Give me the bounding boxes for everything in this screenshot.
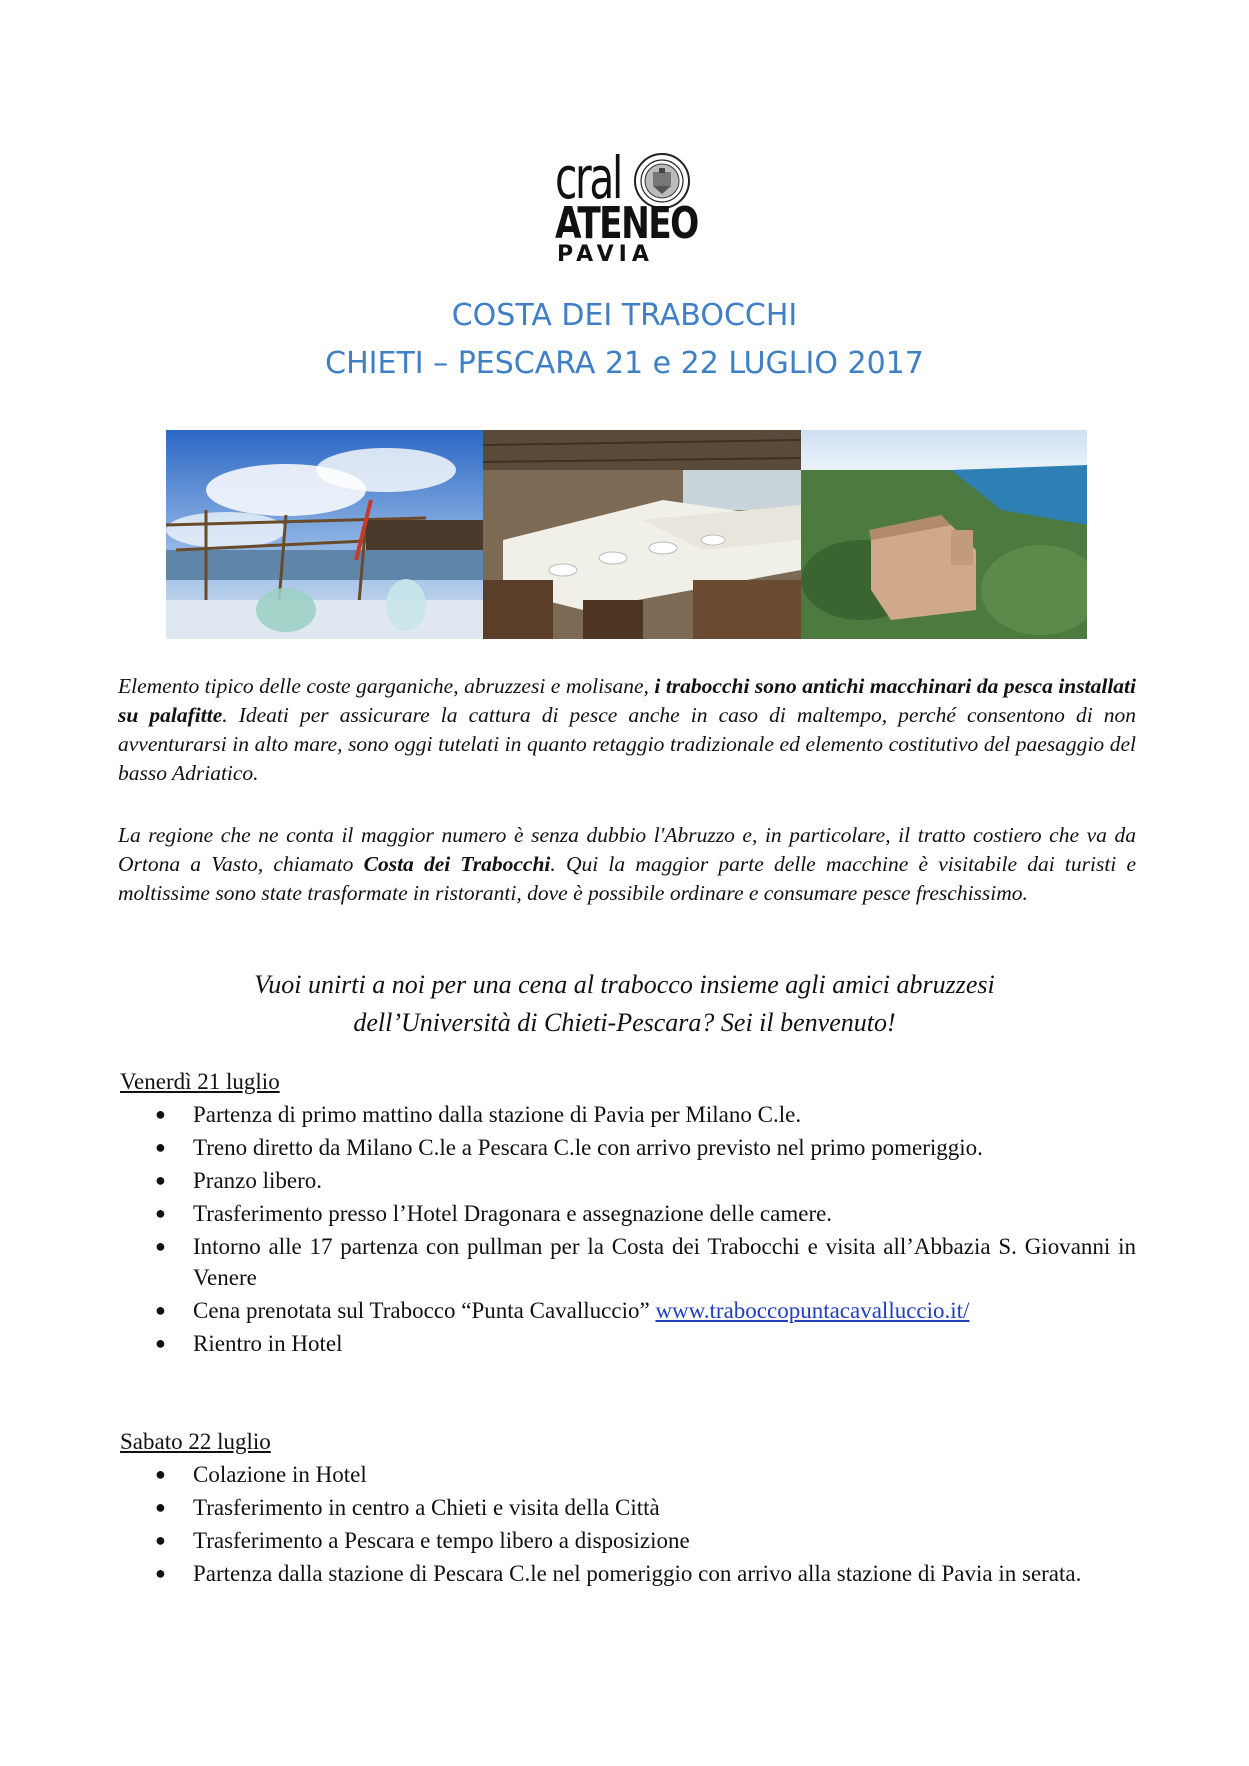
intro-p2-bold: Costa dei Trabocchi — [363, 852, 551, 876]
list-item-text: Partenza di primo mattino dalla stazione di Pavia per Milano C.le. — [193, 1102, 802, 1127]
list-item-text: Intorno alle 17 partenza con pullman per la Costa dei Trabocchi e visita all’Abbazia S. Giovanni in Venere — [193, 1234, 1136, 1290]
list-item — [120, 1459, 1136, 1490]
list-item — [120, 1492, 1136, 1523]
abbey-aerial-photo — [801, 430, 1087, 639]
logo-pavia-text: PAVIA — [557, 242, 654, 267]
intro-p1-text-b: . Ideati per assicurare la cattura di pesce anche in caso di maltempo, perché consentono di non avventurarsi in alto mare, sono oggi tutelati in quanto retaggio tradizionale ed elemento costitutivo del paesaggio del basso Adriatico. — [118, 703, 1137, 785]
day1-itinerary-list — [120, 1099, 1136, 1361]
invitation-line-2: dell’Università di Chieti-Pescara? Sei il benvenuto! — [353, 1008, 896, 1037]
bullet-icon: ● — [155, 1236, 166, 1256]
list-item-text: Trasferimento presso l’Hotel Dragonara e assegnazione delle camere. — [193, 1201, 833, 1226]
document-subtitle: CHIETI – PESCARA 21 e 22 LUGLIO 2017 — [325, 346, 924, 381]
trabocco-website-link[interactable]: www.traboccopuntacavalluccio.it/ — [655, 1298, 970, 1323]
list-item — [120, 1525, 1136, 1556]
list-item-text: Cena prenotata sul Trabocco “Punta Cavalluccio” — [193, 1298, 656, 1323]
restaurant-tables-photo — [483, 430, 801, 639]
list-item-text: Trasferimento a Pescara e tempo libero a disposizione — [193, 1528, 690, 1553]
intro-paragraph-2 — [118, 821, 1136, 908]
invitation-text — [0, 966, 1249, 1042]
logo-ateneo-text: ATENEO — [555, 198, 698, 249]
bullet-icon: ● — [155, 1333, 166, 1353]
bullet-icon: ● — [155, 1137, 166, 1157]
list-item — [120, 1558, 1136, 1589]
day2-heading: Sabato 22 luglio — [120, 1429, 271, 1454]
intro-paragraph-1 — [118, 672, 1136, 788]
bullet-icon: ● — [155, 1563, 166, 1583]
logo-cral-text: cral — [555, 144, 621, 212]
list-item — [120, 1099, 1136, 1130]
list-item — [120, 1295, 1136, 1326]
photo-strip — [166, 430, 1087, 639]
intro-p2-text-b: . Qui la maggior parte delle macchine è visitabile dai turisti e moltissime sono state trasformate in ristoranti, dove è possibile ordinare e consumare pesce freschissimo. — [118, 852, 1136, 905]
list-item — [120, 1231, 1136, 1293]
intro-p2-text-a: La regione che ne conta il maggior numero è senza dubbio l'Abruzzo e, in particolare, il tratto costiero che va da Ortona a Vasto, chiamato — [118, 823, 1136, 876]
list-item-text: Partenza dalla stazione di Pescara C.le nel pomeriggio con arrivo alla stazione di Pavia in serata. — [193, 1561, 1082, 1586]
day2-itinerary-list — [120, 1459, 1136, 1591]
list-item-text: Trasferimento in centro a Chieti e visita della Città — [193, 1495, 660, 1520]
list-item — [120, 1165, 1136, 1196]
list-item-text: Rientro in Hotel — [193, 1331, 343, 1356]
bullet-icon: ● — [155, 1497, 166, 1517]
bullet-icon: ● — [155, 1104, 166, 1124]
day1-heading: Venerdì 21 luglio — [120, 1069, 280, 1094]
list-item-text: Pranzo libero. — [193, 1168, 323, 1193]
bullet-icon: ● — [155, 1170, 166, 1190]
intro-p1-bold: i trabocchi sono antichi macchinari da pesca installati su palafitte — [118, 674, 1137, 727]
list-item-text: Treno diretto da Milano C.le a Pescara C.le con arrivo previsto nel primo pomeriggio. — [193, 1135, 983, 1160]
list-item — [120, 1198, 1136, 1229]
document-title: COSTA DEI TRABOCCHI — [451, 298, 798, 333]
invitation-line-1: Vuoi unirti a noi per una cena al trabocco insieme agli amici abruzzesi — [254, 970, 995, 999]
list-item — [120, 1132, 1136, 1163]
list-item — [120, 1328, 1136, 1359]
bullet-icon: ● — [155, 1203, 166, 1223]
list-item-text: Colazione in Hotel — [193, 1462, 367, 1487]
bullet-icon: ● — [155, 1300, 166, 1320]
intro-p1-text-a: Elemento tipico delle coste garganiche, abruzzesi e molisane, — [118, 674, 655, 698]
cral-ateneo-pavia-logo — [545, 144, 705, 267]
trabocco-terrace-photo — [166, 430, 483, 639]
bullet-icon: ● — [155, 1464, 166, 1484]
bullet-icon: ● — [155, 1530, 166, 1550]
